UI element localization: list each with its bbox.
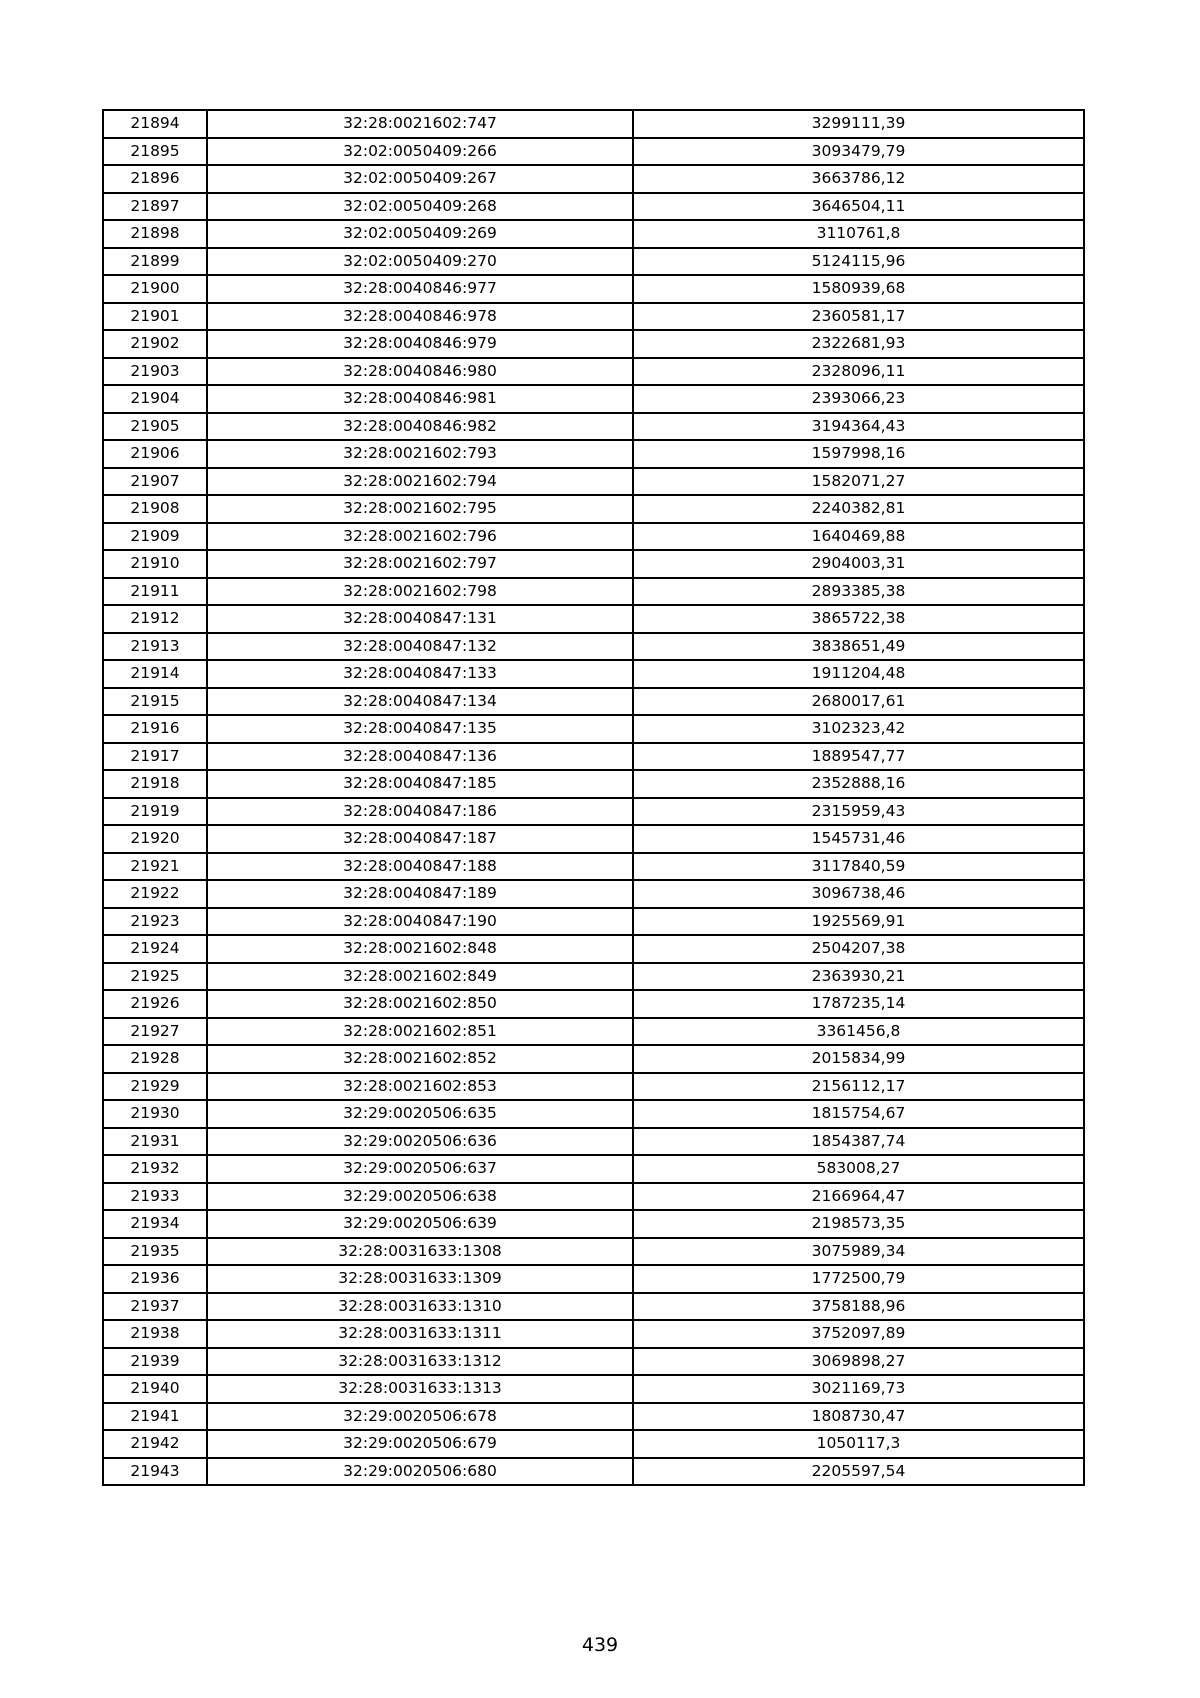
value-cell: 1925569,91 [633, 908, 1084, 936]
row-number-cell: 21920 [103, 825, 207, 853]
row-number-cell: 21895 [103, 138, 207, 166]
value-cell: 1545731,46 [633, 825, 1084, 853]
table-row [103, 660, 1084, 688]
table-row [103, 798, 1084, 826]
registry-sheet [102, 109, 1083, 1486]
table-row [103, 770, 1084, 798]
row-number-cell: 21912 [103, 605, 207, 633]
value-cell: 2363930,21 [633, 963, 1084, 991]
cadastral-number-cell: 32:28:0040846:981 [207, 385, 633, 413]
cadastral-number-cell: 32:28:0021602:793 [207, 440, 633, 468]
table-row [103, 248, 1084, 276]
value-cell: 3663786,12 [633, 165, 1084, 193]
cadastral-number-cell: 32:28:0040847:135 [207, 715, 633, 743]
cadastral-number-cell: 32:28:0040846:982 [207, 413, 633, 441]
value-cell: 3838651,49 [633, 633, 1084, 661]
row-number-cell: 21915 [103, 688, 207, 716]
cadastral-number-cell: 32:28:0021602:796 [207, 523, 633, 551]
value-cell: 2393066,23 [633, 385, 1084, 413]
row-number-cell: 21940 [103, 1375, 207, 1403]
table-row [103, 908, 1084, 936]
cadastral-number-cell: 32:28:0040847:190 [207, 908, 633, 936]
row-number-cell: 21943 [103, 1458, 207, 1486]
cadastral-number-cell: 32:28:0021602:852 [207, 1045, 633, 1073]
row-number-cell: 21897 [103, 193, 207, 221]
row-number-cell: 21918 [103, 770, 207, 798]
table-row [103, 1100, 1084, 1128]
row-number-cell: 21942 [103, 1430, 207, 1458]
cadastral-number-cell: 32:28:0031633:1309 [207, 1265, 633, 1293]
cadastral-number-cell: 32:28:0040846:980 [207, 358, 633, 386]
value-cell: 3069898,27 [633, 1348, 1084, 1376]
cadastral-number-cell: 32:28:0021602:850 [207, 990, 633, 1018]
row-number-cell: 21900 [103, 275, 207, 303]
value-cell: 2198573,35 [633, 1210, 1084, 1238]
value-cell: 3752097,89 [633, 1320, 1084, 1348]
table-row [103, 110, 1084, 138]
table-row [103, 1293, 1084, 1321]
cadastral-number-cell: 32:02:0050409:270 [207, 248, 633, 276]
cadastral-number-cell: 32:28:0040846:978 [207, 303, 633, 331]
cadastral-number-cell: 32:28:0021602:849 [207, 963, 633, 991]
table-row [103, 468, 1084, 496]
row-number-cell: 21934 [103, 1210, 207, 1238]
table-row [103, 1320, 1084, 1348]
cadastral-number-cell: 32:28:0040847:131 [207, 605, 633, 633]
cadastral-number-cell: 32:28:0040847:136 [207, 743, 633, 771]
table-row [103, 1128, 1084, 1156]
table-row [103, 578, 1084, 606]
row-number-cell: 21905 [103, 413, 207, 441]
row-number-cell: 21902 [103, 330, 207, 358]
cadastral-number-cell: 32:02:0050409:268 [207, 193, 633, 221]
cadastral-number-cell: 32:29:0020506:636 [207, 1128, 633, 1156]
table-row [103, 413, 1084, 441]
row-number-cell: 21931 [103, 1128, 207, 1156]
table-row [103, 550, 1084, 578]
table-row [103, 990, 1084, 1018]
row-number-cell: 21926 [103, 990, 207, 1018]
row-number-cell: 21913 [103, 633, 207, 661]
value-cell: 3758188,96 [633, 1293, 1084, 1321]
table-row [103, 1458, 1084, 1486]
value-cell: 2205597,54 [633, 1458, 1084, 1486]
row-number-cell: 21911 [103, 578, 207, 606]
table-row [103, 1045, 1084, 1073]
row-number-cell: 21923 [103, 908, 207, 936]
cadastral-number-cell: 32:29:0020506:638 [207, 1183, 633, 1211]
table-row [103, 303, 1084, 331]
table-row [103, 495, 1084, 523]
value-cell: 1580939,68 [633, 275, 1084, 303]
value-cell: 1911204,48 [633, 660, 1084, 688]
table-row [103, 165, 1084, 193]
row-number-cell: 21937 [103, 1293, 207, 1321]
value-cell: 2315959,43 [633, 798, 1084, 826]
value-cell: 2240382,81 [633, 495, 1084, 523]
table-row [103, 1238, 1084, 1266]
row-number-cell: 21929 [103, 1073, 207, 1101]
row-number-cell: 21921 [103, 853, 207, 881]
value-cell: 1582071,27 [633, 468, 1084, 496]
row-number-cell: 21894 [103, 110, 207, 138]
value-cell: 3093479,79 [633, 138, 1084, 166]
table-row [103, 1430, 1084, 1458]
row-number-cell: 21903 [103, 358, 207, 386]
cadastral-number-cell: 32:28:0040847:133 [207, 660, 633, 688]
table-body [103, 110, 1084, 1485]
table-row [103, 743, 1084, 771]
cadastral-number-cell: 32:02:0050409:266 [207, 138, 633, 166]
cadastral-number-cell: 32:28:0021602:848 [207, 935, 633, 963]
table-row [103, 853, 1084, 881]
table-row [103, 605, 1084, 633]
value-cell: 3299111,39 [633, 110, 1084, 138]
cadastral-number-cell: 32:28:0040846:977 [207, 275, 633, 303]
cadastral-number-cell: 32:29:0020506:635 [207, 1100, 633, 1128]
cadastral-number-cell: 32:28:0031633:1312 [207, 1348, 633, 1376]
value-cell: 3865722,38 [633, 605, 1084, 633]
cadastral-number-cell: 32:29:0020506:679 [207, 1430, 633, 1458]
cadastral-number-cell: 32:28:0040847:187 [207, 825, 633, 853]
table-row [103, 358, 1084, 386]
row-number-cell: 21909 [103, 523, 207, 551]
table-row [103, 688, 1084, 716]
row-number-cell: 21907 [103, 468, 207, 496]
value-cell: 3075989,34 [633, 1238, 1084, 1266]
table-row [103, 385, 1084, 413]
row-number-cell: 21927 [103, 1018, 207, 1046]
cadastral-number-cell: 32:29:0020506:639 [207, 1210, 633, 1238]
cadastral-number-cell: 32:28:0031633:1313 [207, 1375, 633, 1403]
value-cell: 2328096,11 [633, 358, 1084, 386]
cadastral-number-cell: 32:28:0021602:797 [207, 550, 633, 578]
value-cell: 3117840,59 [633, 853, 1084, 881]
table-row [103, 1265, 1084, 1293]
value-cell: 3021169,73 [633, 1375, 1084, 1403]
cadastral-number-cell: 32:28:0040847:132 [207, 633, 633, 661]
value-cell: 2893385,38 [633, 578, 1084, 606]
value-cell: 2904003,31 [633, 550, 1084, 578]
value-cell: 1597998,16 [633, 440, 1084, 468]
row-number-cell: 21928 [103, 1045, 207, 1073]
cadastral-table [102, 109, 1085, 1486]
value-cell: 583008,27 [633, 1155, 1084, 1183]
value-cell: 2360581,17 [633, 303, 1084, 331]
row-number-cell: 21930 [103, 1100, 207, 1128]
row-number-cell: 21933 [103, 1183, 207, 1211]
value-cell: 1050117,3 [633, 1430, 1084, 1458]
cadastral-number-cell: 32:28:0021602:747 [207, 110, 633, 138]
row-number-cell: 21908 [103, 495, 207, 523]
cadastral-number-cell: 32:28:0021602:798 [207, 578, 633, 606]
value-cell: 2156112,17 [633, 1073, 1084, 1101]
row-number-cell: 21922 [103, 880, 207, 908]
cadastral-number-cell: 32:28:0031633:1310 [207, 1293, 633, 1321]
row-number-cell: 21906 [103, 440, 207, 468]
table-row [103, 330, 1084, 358]
cadastral-number-cell: 32:29:0020506:680 [207, 1458, 633, 1486]
page-number: 439 [581, 1634, 619, 1656]
row-number-cell: 21916 [103, 715, 207, 743]
value-cell: 2015834,99 [633, 1045, 1084, 1073]
row-number-cell: 21939 [103, 1348, 207, 1376]
value-cell: 2166964,47 [633, 1183, 1084, 1211]
table-row [103, 1375, 1084, 1403]
cadastral-number-cell: 32:02:0050409:267 [207, 165, 633, 193]
cadastral-number-cell: 32:28:0021602:853 [207, 1073, 633, 1101]
table-row [103, 825, 1084, 853]
row-number-cell: 21919 [103, 798, 207, 826]
value-cell: 1640469,88 [633, 523, 1084, 551]
cadastral-number-cell: 32:28:0031633:1311 [207, 1320, 633, 1348]
table-row [103, 1073, 1084, 1101]
table-row [103, 963, 1084, 991]
value-cell: 3102323,42 [633, 715, 1084, 743]
cadastral-number-cell: 32:28:0040847:186 [207, 798, 633, 826]
table-row [103, 1210, 1084, 1238]
table-row [103, 440, 1084, 468]
row-number-cell: 21924 [103, 935, 207, 963]
row-number-cell: 21917 [103, 743, 207, 771]
table-row [103, 715, 1084, 743]
row-number-cell: 21938 [103, 1320, 207, 1348]
row-number-cell: 21901 [103, 303, 207, 331]
row-number-cell: 21904 [103, 385, 207, 413]
table-row [103, 193, 1084, 221]
cadastral-number-cell: 32:29:0020506:678 [207, 1403, 633, 1431]
cadastral-number-cell: 32:28:0040847:188 [207, 853, 633, 881]
table-row [103, 880, 1084, 908]
value-cell: 2680017,61 [633, 688, 1084, 716]
cadastral-number-cell: 32:28:0040847:134 [207, 688, 633, 716]
cadastral-number-cell: 32:28:0031633:1308 [207, 1238, 633, 1266]
value-cell: 3646504,11 [633, 193, 1084, 221]
value-cell: 1808730,47 [633, 1403, 1084, 1431]
row-number-cell: 21899 [103, 248, 207, 276]
value-cell: 1772500,79 [633, 1265, 1084, 1293]
row-number-cell: 21936 [103, 1265, 207, 1293]
cadastral-number-cell: 32:28:0040847:185 [207, 770, 633, 798]
value-cell: 3110761,8 [633, 220, 1084, 248]
row-number-cell: 21910 [103, 550, 207, 578]
cadastral-number-cell: 32:28:0021602:851 [207, 1018, 633, 1046]
table-row [103, 1183, 1084, 1211]
cadastral-number-cell: 32:28:0021602:795 [207, 495, 633, 523]
value-cell: 1854387,74 [633, 1128, 1084, 1156]
row-number-cell: 21914 [103, 660, 207, 688]
row-number-cell: 21925 [103, 963, 207, 991]
value-cell: 2352888,16 [633, 770, 1084, 798]
cadastral-number-cell: 32:28:0040846:979 [207, 330, 633, 358]
cadastral-number-cell: 32:28:0040847:189 [207, 880, 633, 908]
cadastral-number-cell: 32:29:0020506:637 [207, 1155, 633, 1183]
row-number-cell: 21932 [103, 1155, 207, 1183]
table-row [103, 1018, 1084, 1046]
table-row [103, 275, 1084, 303]
table-row [103, 1155, 1084, 1183]
table-row [103, 138, 1084, 166]
value-cell: 1787235,14 [633, 990, 1084, 1018]
value-cell: 3361456,8 [633, 1018, 1084, 1046]
table-row [103, 935, 1084, 963]
value-cell: 1815754,67 [633, 1100, 1084, 1128]
value-cell: 2504207,38 [633, 935, 1084, 963]
row-number-cell: 21898 [103, 220, 207, 248]
value-cell: 3194364,43 [633, 413, 1084, 441]
table-row [103, 220, 1084, 248]
row-number-cell: 21935 [103, 1238, 207, 1266]
value-cell: 5124115,96 [633, 248, 1084, 276]
table-row [103, 633, 1084, 661]
table-row [103, 1403, 1084, 1431]
value-cell: 2322681,93 [633, 330, 1084, 358]
cadastral-number-cell: 32:02:0050409:269 [207, 220, 633, 248]
row-number-cell: 21941 [103, 1403, 207, 1431]
cadastral-number-cell: 32:28:0021602:794 [207, 468, 633, 496]
value-cell: 3096738,46 [633, 880, 1084, 908]
row-number-cell: 21896 [103, 165, 207, 193]
table-row [103, 1348, 1084, 1376]
value-cell: 1889547,77 [633, 743, 1084, 771]
table-row [103, 523, 1084, 551]
